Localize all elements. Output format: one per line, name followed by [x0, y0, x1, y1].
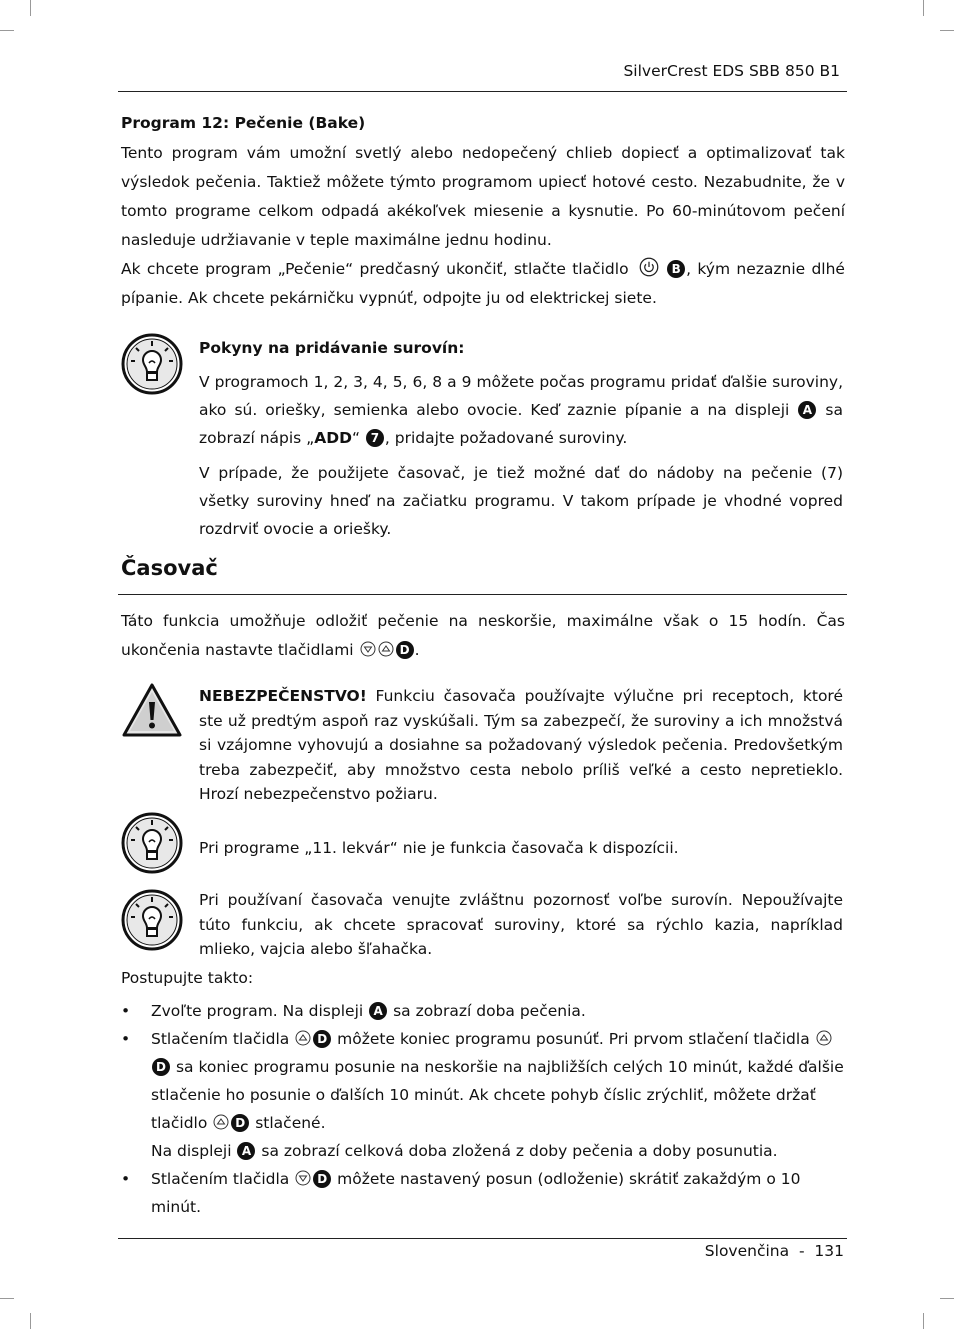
lightbulb-icon — [121, 333, 183, 395]
b2-e: Na displeji — [151, 1142, 232, 1160]
crop-mark — [0, 30, 14, 31]
procedure-list — [121, 997, 845, 1221]
add-text: ADD — [314, 429, 352, 447]
b2-f: sa zobrazí celková doba zložená z doby pečenia a doby posunutia. — [261, 1142, 778, 1160]
b2-d: stlačené. — [255, 1114, 326, 1132]
b3-b: môžete nastavený posun (odloženie) skrátiť zakaždým o 10 minút. — [151, 1170, 801, 1216]
b1-b: sa zobrazí doba pečenia. — [393, 1002, 586, 1020]
up-arrow-button-icon — [378, 641, 394, 657]
button-label-d: D — [231, 1114, 249, 1132]
tip-ingredients-p1-a: V programoch 1, 2, 3, 4, 5, 6, 8 a 9 môžete počas programu pridať ďalšie suroviny, ako sú. oriešky, semienka alebo ovocie. Keď zaznie pípanie a na displeji — [199, 373, 843, 419]
footer-rule — [118, 1238, 847, 1239]
program12-para2-b: , kým nezaznie dlhé pípanie. Ak chcete pekárničku vypnúť, odpojte ju od elektrickej siete. — [121, 260, 845, 307]
crop-mark — [940, 30, 954, 31]
crop-mark — [923, 1313, 924, 1329]
button-label-d: D — [313, 1170, 331, 1188]
tip-ingredients-p1-b: sa zobrazí nápis „ — [199, 401, 843, 447]
tip-ingredients-p1-d: , pridajte požadované suroviny. — [384, 429, 628, 447]
timer-intro — [121, 607, 845, 665]
up-arrow-button-icon — [295, 1030, 311, 1046]
down-arrow-button-icon — [360, 641, 376, 657]
display-label-7: 7 — [366, 429, 384, 447]
b2-b: môžete koniec programu posunúť. Pri prvom stlačení tlačidla — [337, 1030, 810, 1048]
crop-mark — [30, 1313, 31, 1329]
list-item — [121, 997, 845, 1025]
lightbulb-icon — [121, 889, 183, 951]
display-label-a: A — [798, 401, 816, 419]
page-header: SilverCrest EDS SBB 850 B1 — [623, 62, 840, 80]
tip-ingredients-title — [199, 334, 843, 362]
display-label-a: A — [369, 1002, 387, 1020]
program12-para1: Tento program vám umožní svetlý alebo nedopečený chlieb dopiecť a optimalizovať tak výsledok pečenia. Taktiež môžete týmto programom upiecť hotové cesto. Nezabudnite, že v tomto programe celkom odpadá akékoľvek miesenie a kysnutie. Po 60-minútovom pečení nasleduje udržiavanie v teple maximálne jednu hodinu. — [121, 144, 845, 249]
program12-heading-text: Program 12: Pečenie (Bake) — [121, 114, 366, 132]
program12-para2-a: Ak chcete program „Pečenie“ predčasný ukončiť, stlačte tlačidlo — [121, 260, 629, 278]
tip-ingredients-p1-c: “ — [351, 429, 360, 447]
display-label-a: A — [237, 1142, 255, 1160]
danger-text: Funkciu časovača používajte výlučne pri receptoch, ktoré ste už predtým aspoň raz vyskúšali. Tým sa zabezpečí, že suroviny a ich množstvá si vzájomne vyhovujú a dosiahne sa požadovaný výsledok pečenia. Predovšetkým treba zabezpečiť, aby množstvo cesta nebolo príliš veľké a cesto nepretieklo. Hrozí nebezpečenstvo požiaru. — [199, 687, 843, 803]
b2-a: Stlačením tlačidla — [151, 1030, 290, 1048]
crop-mark — [0, 1298, 14, 1299]
list-item — [121, 1165, 845, 1221]
down-arrow-button-icon — [295, 1170, 311, 1186]
tip-ingredients-p1 — [199, 368, 843, 452]
page-footer: Slovenčina - 131 — [704, 1242, 844, 1260]
list-item — [121, 1025, 845, 1165]
warning-triangle-icon — [121, 682, 183, 738]
b2-c: sa koniec programu posunie na neskoršie na najbližších celých 10 minút, každé ďalšie stlačenie ho posunie o ďalších 10 minút. Ak chcete pohyb číslic zrýchliť, môžete držať tlačidlo — [151, 1058, 844, 1132]
up-arrow-button-icon — [816, 1030, 832, 1046]
timer-intro-b: . — [414, 641, 420, 659]
button-label-b: B — [667, 260, 685, 278]
b1-a: Zvoľte program. Na displeji — [151, 1002, 364, 1020]
b3-a: Stlačením tlačidla — [151, 1170, 290, 1188]
header-rule — [118, 91, 847, 92]
up-arrow-button-icon — [213, 1114, 229, 1130]
timer-intro-a: Táto funkcia umožňuje odložiť pečenie na neskoršie, maximálne však o 15 hodín. Čas ukončenia nastavte tlačidlami — [121, 612, 845, 659]
crop-mark — [923, 0, 924, 16]
power-button-icon — [639, 257, 659, 277]
program12-heading — [121, 109, 845, 138]
tip-ingredients-title-text: Pokyny na pridávanie surovín: — [199, 339, 465, 357]
tip-timer-jam: Pri programe „11. lekvár“ nie je funkcia časovača k dispozícii. — [199, 839, 679, 857]
timer-rule — [118, 594, 847, 595]
button-label-d: D — [152, 1058, 170, 1076]
crop-mark — [940, 1298, 954, 1299]
danger-title: NEBEZPEČENSTVO! — [199, 687, 367, 705]
timer-heading: Časovač — [121, 556, 218, 580]
tip-timer-ingredients: Pri používaní časovača venujte zvláštnu pozornosť voľbe surovín. Nepoužívajte túto funkciu, ak chcete spracovať suroviny, ktoré sa rýchlo kazia, napríklad mlieko, vajcia alebo šľahačka. — [199, 891, 843, 958]
danger-paragraph — [199, 684, 843, 807]
procedure-label: Postupujte takto: — [121, 969, 254, 987]
tip-ingredients-p2: V prípade, že použijete časovač, je tiež možné dať do nádoby na pečenie (7) všetky suroviny hneď na začiatku programu. V takom prípade je vhodné vopred rozdrviť ovocie a oriešky. — [199, 464, 843, 538]
lightbulb-icon — [121, 812, 183, 874]
button-label-d: D — [396, 641, 414, 659]
program12-para2 — [121, 255, 845, 313]
crop-mark — [30, 0, 31, 16]
button-label-d: D — [313, 1030, 331, 1048]
